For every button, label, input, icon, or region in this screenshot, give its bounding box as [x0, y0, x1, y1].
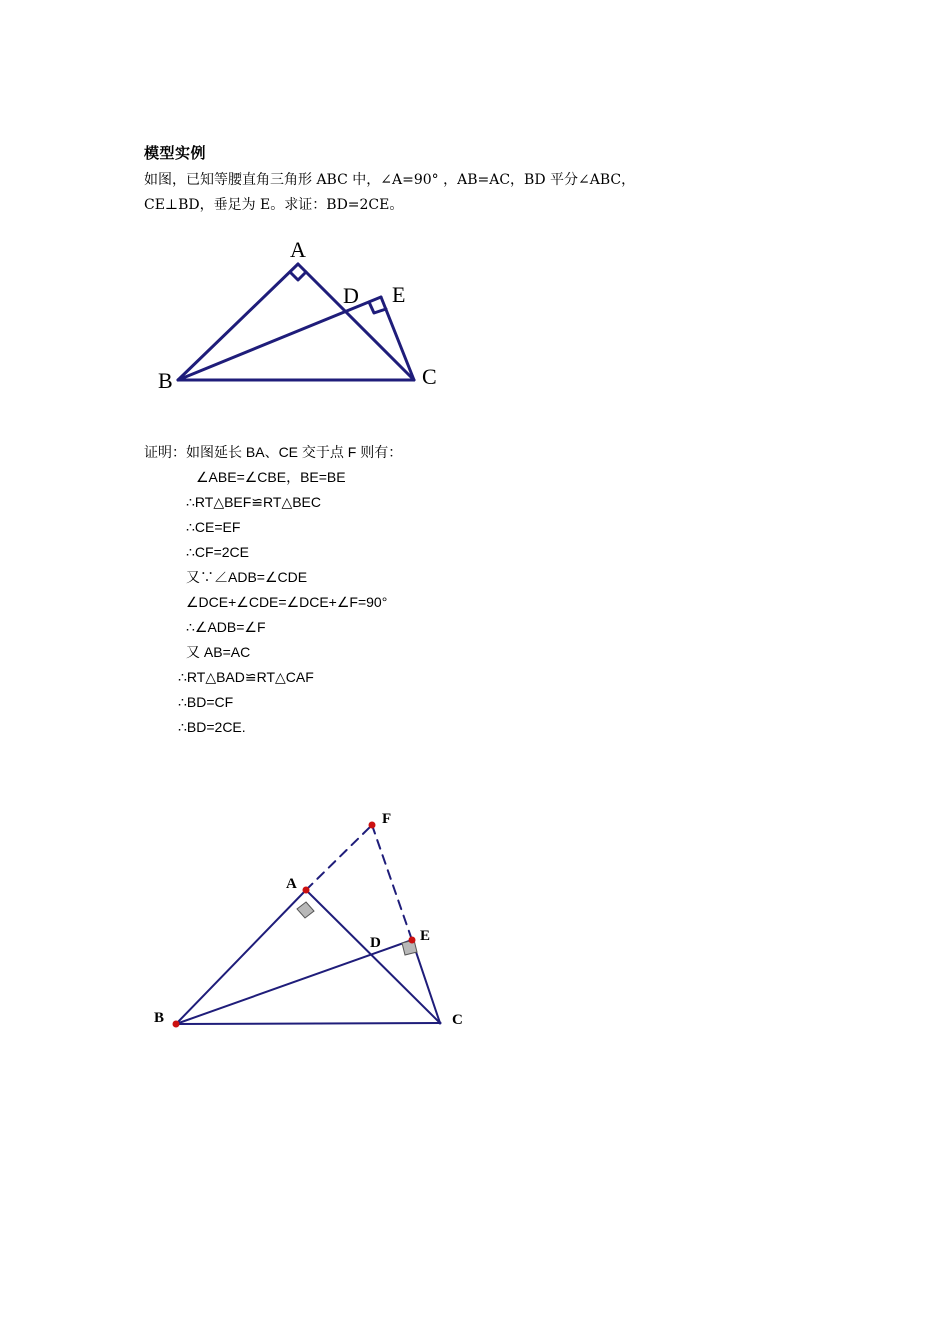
segment-af-dashed: [306, 825, 372, 890]
segment-ef-dashed: [372, 825, 412, 940]
point-e: [409, 937, 416, 944]
proof-line-4: ∴CE=EF: [186, 519, 241, 535]
label-e: E: [392, 282, 406, 307]
proof-line-5: ∴CF=2CE: [186, 544, 249, 560]
triangle-figure-1: [140, 232, 460, 402]
problem-statement: [144, 168, 764, 218]
label-b: B: [154, 1010, 165, 1026]
segment-ab: [178, 264, 298, 380]
right-angle-mark-a: [297, 902, 314, 918]
label-f: F: [382, 811, 392, 827]
proof-line-7: ∠DCE+∠CDE=∠DCE+∠F=90°: [186, 594, 388, 610]
proof-line-6: 又∵∠ADB=∠CDE: [186, 569, 308, 585]
label-e: E: [420, 928, 431, 944]
point-a: [303, 887, 310, 894]
label-d: D: [343, 283, 359, 308]
label-d: D: [370, 935, 381, 951]
triangle-figure-2: [140, 800, 480, 1040]
point-c: [439, 1022, 442, 1025]
proof-line-9: 又 AB=AC: [186, 644, 251, 660]
proof-line-10: ∴RT△BAD≌RT△CAF: [178, 669, 314, 685]
proof-line-1: 证明：如图延长 BA、CE 交于点 F 则有：: [144, 444, 403, 460]
segment-ab: [176, 890, 306, 1024]
segment-be: [176, 940, 412, 1024]
label-b: B: [158, 368, 173, 393]
proof-line-3: ∴RT△BEF≌RT△BEC: [186, 494, 322, 510]
problem-line-1: 如图，已知等腰直角三角形 ABC 中，∠A=90° ，AB=AC，BD 平分∠ABC，: [144, 172, 636, 188]
segment-be: [178, 297, 381, 380]
proof-line-12: ∴BD=2CE.: [178, 719, 246, 735]
segment-ac: [306, 890, 440, 1023]
label-a: A: [290, 237, 306, 262]
proof-line-8: ∴∠ADB=∠F: [186, 619, 266, 635]
point-b: [173, 1021, 180, 1028]
section-title: 模型实例: [144, 144, 207, 162]
proof-line-11: ∴BD=CF: [178, 694, 234, 710]
right-angle-mark-a: [290, 272, 306, 280]
label-c: C: [452, 1012, 463, 1028]
label-a: A: [286, 876, 297, 892]
problem-line-2: CE⊥BD，垂足为 E。求证：BD=2CE。: [144, 197, 404, 213]
proof-line-2: ∠ABE=∠CBE，BE=BE: [196, 469, 346, 485]
label-c: C: [422, 364, 437, 389]
segment-bc: [176, 1023, 440, 1024]
point-f: [369, 822, 376, 829]
